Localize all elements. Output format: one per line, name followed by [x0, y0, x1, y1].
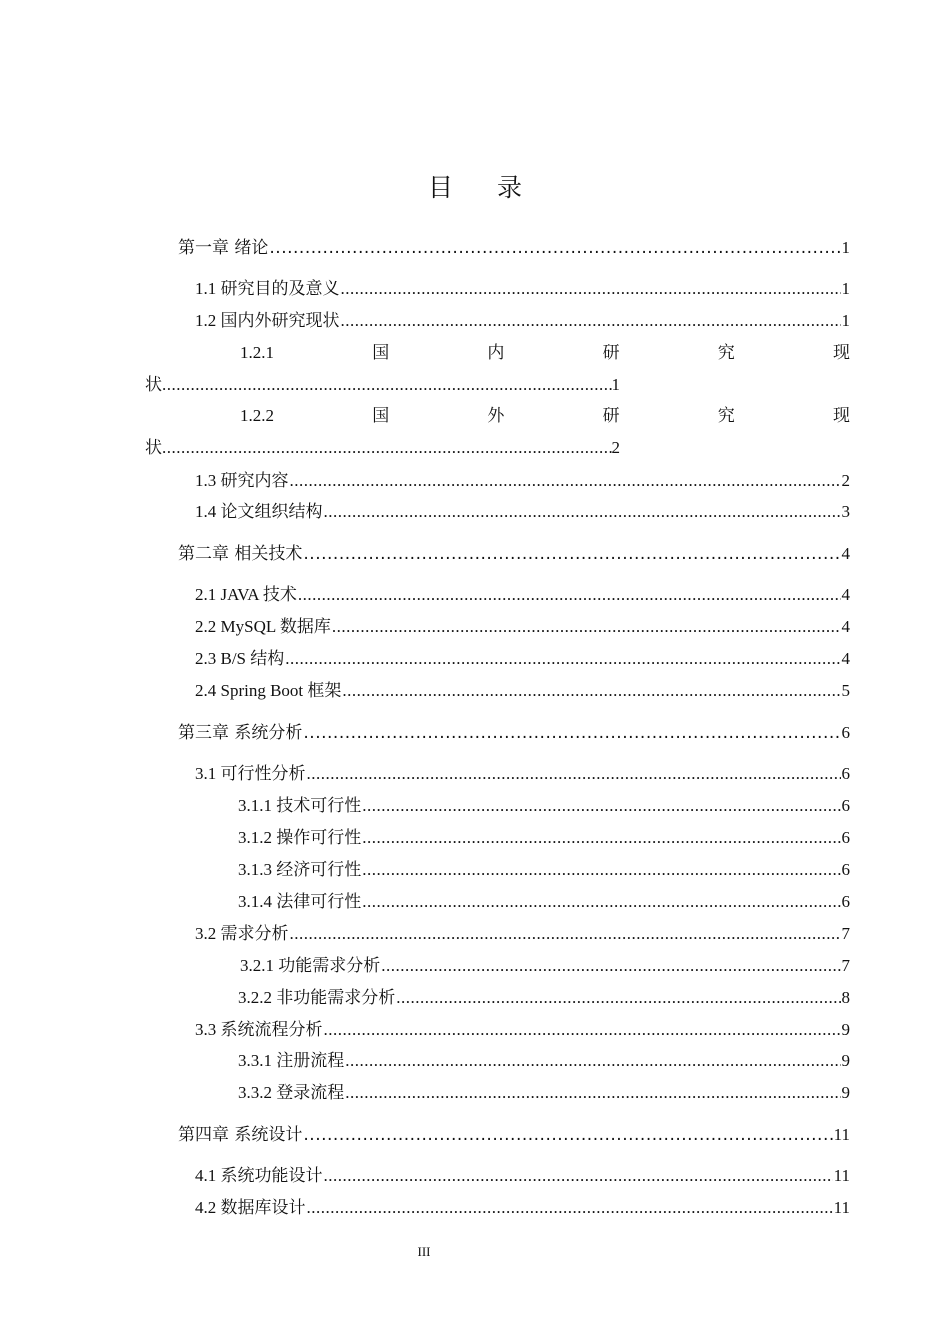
toc-entry-3-2-2[interactable]: 3.2.2 非功能需求分析 ..... 8 [238, 986, 850, 1010]
toc-entry-2-1[interactable]: 2.1 JAVA 技术 ..... 4 [195, 583, 850, 607]
toc-entry-1-2-1-continuation[interactable]: 状 ..... 1 [145, 373, 620, 397]
toc-entry-1-2-2[interactable]: 1.2.2 国 外 研 究 现 [240, 406, 850, 425]
toc-entry-3-1-2[interactable]: 3.1.2 操作可行性 ..... 6 [238, 826, 850, 850]
toc-entry-3-1[interactable]: 3.1 可行性分析 ..... 6 [195, 762, 850, 786]
toc-entry-3-1-3[interactable]: 3.1.3 经济可行性 ..... 6 [238, 858, 850, 882]
toc-entry-2-3[interactable]: 2.3 B/S 结构 ..... 4 [195, 647, 850, 671]
toc-entry-3-3-2[interactable]: 3.3.2 登录流程 ..... 9 [238, 1081, 850, 1105]
toc-title [0, 168, 950, 204]
toc-entry-1-2-1[interactable]: 1.2.1 国 内 研 究 现 [240, 343, 850, 362]
toc-entry-3-2[interactable]: 3.2 需求分析 ..... 7 [195, 922, 850, 946]
toc-entry-3-1-4[interactable]: 3.1.4 法律可行性 ..... 6 [238, 890, 850, 914]
toc-entry-2-2[interactable]: 2.2 MySQL 数据库 ..... 4 [195, 615, 850, 639]
toc-entry-3-3-1[interactable]: 3.3.1 注册流程 ..... 9 [238, 1049, 850, 1073]
toc-entry-3-1-1[interactable]: 3.1.1 技术可行性 ..... 6 [238, 794, 850, 818]
toc-entry-1-2[interactable]: 1.2 国内外研究现状 ..... 1 [195, 309, 850, 333]
toc-entry-1-3[interactable]: 1.3 研究内容 ..... 2 [195, 469, 850, 493]
toc-entry-1-2-2-continuation[interactable]: 状 ..... 2 [145, 436, 620, 460]
toc-title-part2: 录 [497, 173, 523, 202]
toc-entry-chapter-3[interactable]: 第三章 系统分析 ..... 6 [178, 721, 850, 745]
toc-entry-chapter-1[interactable]: 第一章 绪论 ..... 1 [178, 236, 850, 260]
page-number: III [417, 1244, 431, 1259]
toc-entry-1-1[interactable]: 1.1 研究目的及意义 ..... 1 [195, 277, 850, 301]
toc-entry-4-1[interactable]: 4.1 系统功能设计 ..... 11 [195, 1164, 850, 1188]
toc-entry-chapter-4[interactable]: 第四章 系统设计 ..... 11 [178, 1123, 850, 1147]
toc-entry-3-3[interactable]: 3.3 系统流程分析 ..... 9 [195, 1018, 850, 1042]
toc-entry-chapter-2[interactable]: 第二章 相关技术 ..... 4 [178, 542, 850, 566]
toc-entry-1-4[interactable]: 1.4 论文组织结构 ..... 3 [195, 500, 850, 524]
toc-entry-3-2-1[interactable]: 3.2.1 功能需求分析 ..... 7 [240, 954, 850, 978]
toc-title-part1: 目 [427, 173, 453, 202]
toc-entry-2-4[interactable]: 2.4 Spring Boot 框架 ..... 5 [195, 679, 850, 703]
toc-entry-4-2[interactable]: 4.2 数据库设计 ..... 11 [195, 1196, 850, 1220]
